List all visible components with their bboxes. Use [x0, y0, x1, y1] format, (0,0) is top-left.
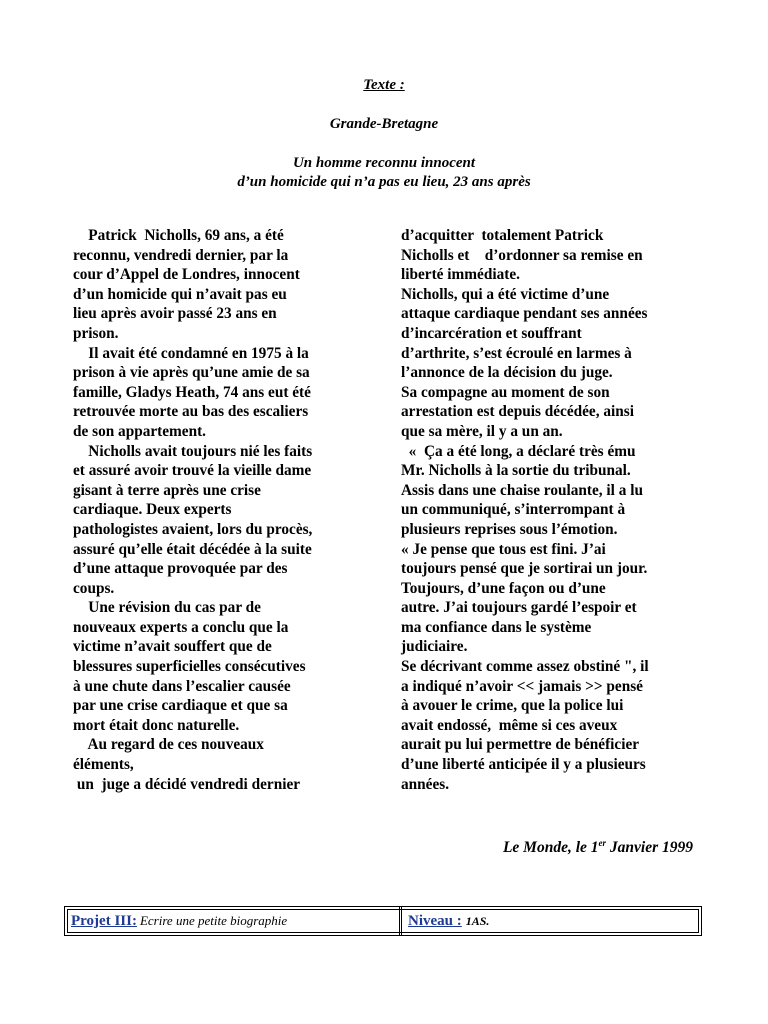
article-line: d’un homicide qui n’avait pas eu [73, 285, 287, 303]
article-line: Mr. Nicholls à la sortie du tribunal. [401, 462, 631, 480]
article-line: cardiaque. Deux experts [73, 501, 232, 519]
article-line: d’acquitter totalement Patrick [401, 227, 604, 244]
article-line: arrestation est depuis décédée, ainsi [401, 403, 634, 421]
article-line: Se décrivant comme assez obstiné ", il [401, 658, 649, 676]
article-line: d’arthrite, s’est écroulé en larmes à [401, 344, 632, 362]
signature-suffix: Janvier 1999 [609, 839, 693, 856]
footer-level-cell [402, 907, 701, 935]
article-line: Une révision du cas par de [73, 599, 261, 617]
article-line: aurait pu lui permettre de bénéficier [401, 736, 640, 754]
article-line: Assis dans une chaise roulante, il a lu [401, 481, 643, 499]
article-line: lieu après avoir passé 23 ans en [73, 305, 277, 323]
article-line: que sa mère, il y a un an. [401, 422, 563, 440]
article-line: d’une attaque provoquée par des [73, 560, 288, 578]
article-line: années. [401, 775, 450, 793]
article-line: judiciaire. [401, 638, 468, 656]
article-line: Nicholls et d’ordonner sa remise en [401, 246, 643, 264]
article-line: Sa compagne au moment de son [401, 383, 610, 401]
article-line: Toujours, d’une façon ou d’une [401, 579, 606, 597]
article-line: d’incarcération et souffrant [401, 324, 582, 342]
article-line: « Ça a été long, a déclaré très ému [401, 442, 636, 460]
article-line: victime n’avait souffert que de [73, 638, 272, 656]
signature-prefix: Le Monde, le 1 [502, 839, 599, 856]
article-line: ma confiance dans le système [401, 618, 592, 636]
article-line: et assuré avoir trouvé la vieille dame [73, 462, 312, 480]
article-line: famille, Gladys Heath, 74 ans eut été [73, 383, 311, 401]
article-line: avait endossé, même si ces aveux [401, 716, 618, 734]
footer-table [64, 906, 702, 936]
article-line: assuré qu’elle était décédée à la suite [73, 540, 312, 558]
article-line: prison. [73, 324, 119, 342]
article-line: l’annonce de la décision du juge. [401, 364, 613, 382]
section-label: Texte : [363, 77, 405, 93]
article-line: autre. J’ai toujours gardé l’espoir et [401, 599, 637, 617]
headline-line-2: d’un homicide qui n’a pas eu lieu, 23 ans après [237, 174, 531, 190]
article-line: « Je pense que tous est fini. J’ai [401, 540, 606, 558]
article-line: reconnu, vendredi dernier, par la [73, 246, 289, 264]
article-line: retrouvée morte au bas des escaliers [73, 403, 309, 421]
article-line: cour d’Appel de Londres, innocent [73, 266, 300, 284]
footer-project-cell [65, 907, 402, 935]
article-line: un juge a décidé vendredi dernier [73, 775, 301, 793]
article-line: plusieurs reprises sous l’émotion. [401, 520, 618, 538]
article-line: coups. [73, 579, 115, 597]
article-right-column [401, 226, 701, 794]
article-line: attaque cardiaque pendant ses années [401, 305, 648, 323]
article-line: Il avait été condamné en 1975 à la [73, 344, 309, 362]
article-signature [503, 834, 693, 857]
headline-line-1: Un homme reconnu innocent [292, 155, 476, 171]
article-line: Nicholls avait toujours nié les faits [73, 442, 313, 460]
article-line: liberté immédiate. [401, 266, 520, 284]
project-key: Projet III: [71, 912, 137, 929]
article-line: de son appartement. [73, 422, 206, 440]
article-line: d’une liberté anticipée il y a plusieurs [401, 756, 646, 774]
signature-superscript: er [598, 838, 607, 848]
article-left-column [73, 226, 363, 794]
article-line: mort était donc naturelle. [73, 716, 240, 734]
article-line: par une crise cardiaque et que sa [73, 697, 288, 715]
level-key: Niveau : [408, 912, 462, 929]
article-line: Nicholls, qui a été victime d’une [401, 285, 610, 303]
article-headline [0, 154, 768, 192]
article-line: pathologistes avaient, lors du procès, [73, 520, 313, 538]
article-line: gisant à terre après une crise [73, 481, 261, 499]
article-line: Au regard de ces nouveaux [73, 736, 264, 754]
project-value: Ecrire une petite biographie [139, 913, 288, 928]
article-line: prison à vie après qu’une amie de sa [73, 364, 310, 382]
article-line: un communiqué, s’interrompant à [401, 501, 626, 519]
country-title: Grande-Bretagne [329, 116, 439, 132]
article-line: à une chute dans l’escalier causée [73, 677, 291, 695]
article-line: éléments, [73, 756, 134, 774]
article-line: blessures superficielles consécutives [73, 658, 306, 676]
article-line: à avouer le crime, que la police lui [401, 697, 624, 715]
article-line: a indiqué n’avoir << jamais >> pensé [401, 677, 643, 695]
article-line: nouveaux experts a conclu que la [73, 618, 289, 636]
level-value: 1AS. [465, 913, 490, 928]
article-line: toujours pensé que je sortirai un jour. [401, 560, 648, 578]
article-line: Patrick Nicholls, 69 ans, a été [73, 227, 284, 244]
